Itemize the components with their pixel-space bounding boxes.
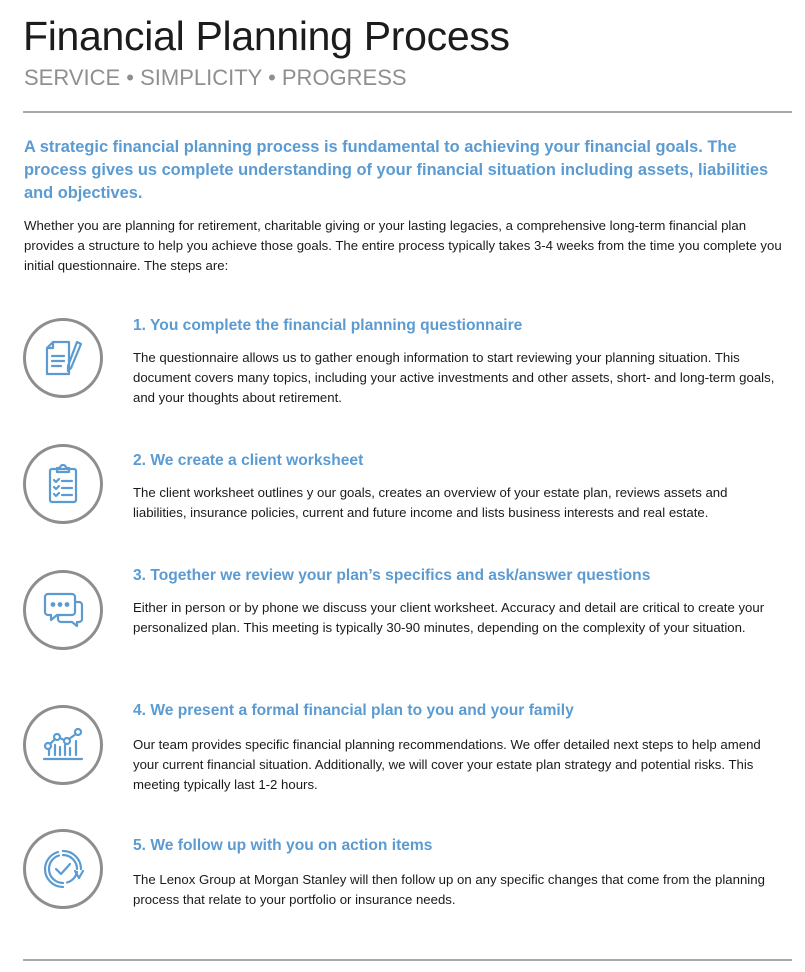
chat-bubbles-icon: [39, 586, 87, 634]
clock-cycle-icon: [39, 845, 87, 893]
page-subtitle: SERVICE • SIMPLICITY • PROGRESS: [24, 65, 407, 90]
step-body: The client worksheet outlines y our goals, creates an overview of your estate plan, reviews assets and liabilities, insurance policies, current and future income and lists business interests and real estate.: [133, 485, 728, 520]
document-pen-icon: [39, 334, 87, 382]
step-title: 4. We present a formal financial plan to you and your family: [133, 702, 574, 719]
step-icon-circle: [23, 318, 103, 398]
intro-paragraph: Whether you are planning for retirement, charitable giving or your lasting legacies, a comprehensive long-term financial plan provides a structure to help you achieve those goals. The entire process typically takes 3-4 weeks from the time you complete you initial questionnaire. The steps are:: [24, 218, 782, 273]
step-body: The Lenox Group at Morgan Stanley will then follow up on any specific changes that come from the planning process that relate to your portfolio or insurance needs.: [133, 872, 765, 907]
step-body: Either in person or by phone we discuss your client worksheet. Accuracy and detail are critical to create your personalized plan. This meeting is typically 30-90 minutes, depending on the complexity of your situation.: [133, 600, 765, 635]
top-divider: [23, 111, 792, 113]
step-icon-circle: [23, 705, 103, 785]
step-title: 1. You complete the financial planning questionnaire: [133, 317, 523, 334]
step-icon-circle: [23, 444, 103, 524]
bottom-divider: [23, 959, 792, 961]
growth-chart-icon: [39, 721, 87, 769]
step-title: 5. We follow up with you on action items: [133, 837, 433, 854]
step-icon-circle: [23, 829, 103, 909]
step-body: The questionnaire allows us to gather enough information to start reviewing your planning situation. This document covers many topics, including your active investments and other assets, short- and long-term goals, and your thoughts about retirement.: [133, 350, 775, 405]
step-title: 3. Together we review your plan’s specifics and ask/answer questions: [133, 567, 651, 584]
step-icon-circle: [23, 570, 103, 650]
clipboard-checklist-icon: [39, 460, 87, 508]
step-title: 2. We create a client worksheet: [133, 452, 364, 469]
page-title: Financial Planning Process: [23, 13, 510, 59]
lead-paragraph: A strategic financial planning process is fundamental to achieving your financial goals. The process gives us complete understanding of your financial situation including assets, liabilities and objectives.: [24, 138, 769, 202]
step-body: Our team provides specific financial planning recommendations. We offer detailed next steps to help amend your current financial situation. Additionally, we will cover your estate plan strategy and potential risks. This meeting typically last 1-2 hours.: [133, 737, 761, 792]
